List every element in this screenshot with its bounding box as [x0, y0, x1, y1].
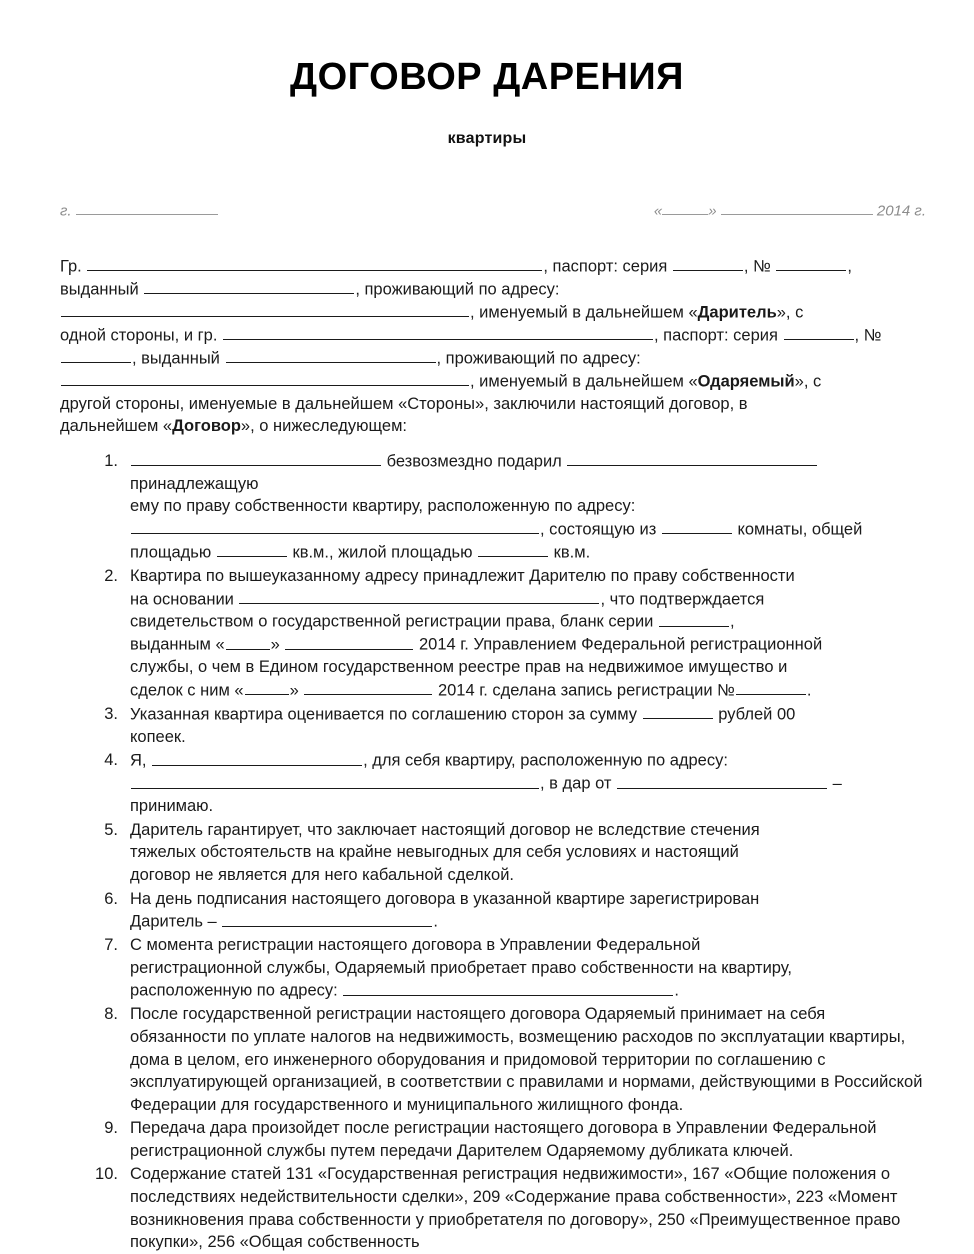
clause2-quote-close: » — [270, 635, 280, 654]
clause1-area-label: площадью — [130, 543, 212, 562]
quote-open-1: « — [653, 202, 663, 220]
clause1-rooms-blank[interactable] — [662, 518, 732, 534]
preamble-named-close-2: », с — [794, 372, 822, 391]
clause1-donee-blank[interactable] — [567, 450, 817, 466]
clause4-accept-label: принимаю. — [130, 797, 214, 816]
clause2-basis-label: на основании — [130, 589, 234, 608]
clause3-kopecks-label: копеек. — [130, 727, 186, 746]
clause7-line2: регистрационной службы, Одаряемый приобретает право собственности на квартиру, — [130, 958, 792, 977]
preamble-issued-label: выданный — [60, 280, 139, 299]
quote-close-1: » — [708, 202, 717, 220]
donor-issued-by-blank[interactable] — [144, 278, 354, 294]
clause3-valuation-label: Указанная квартира оценивается по соглашению сторон за сумму — [130, 705, 638, 724]
clause1-ownership-label: ему по праву собственности квартиру, расположенную по адресу: — [130, 497, 636, 516]
clause5-line1: Даритель гарантирует, что заключает настоящий договор не вследствие стечения — [130, 820, 760, 839]
clause10-text: Содержание статей 131 «Государственная регистрация недвижимости», 167 «Общие положения о последствиях недействительности сделки», 209 «Содержание права собственности», 223 «Момент возникновения права собственности у приобретателя по договору», 250 «Преимущественное право покупки», 256 «Общая собственность — [130, 1165, 901, 1252]
document-title: ДОГОВОР ДАРЕНИЯ — [290, 56, 684, 98]
clause4-apartment-label: , для себя квартиру, расположенную по адресу: — [363, 751, 728, 770]
clause2-deals-label: сделок с ним « — [130, 681, 244, 700]
preamble-issued-label-2: , выданный — [132, 349, 220, 368]
clause1-living-area-blank[interactable] — [478, 541, 548, 557]
clause-item-1 — [60, 450, 926, 564]
clause6-line1: На день подписания настоящего договора в указанной квартире зарегистрирован — [130, 889, 760, 908]
clause7-line1: С момента регистрации настоящего договора в Управлении Федеральной — [130, 936, 701, 955]
clause1-address-blank[interactable] — [131, 518, 539, 534]
clause-item-9 — [60, 1117, 926, 1162]
clause2-year-label: 2014 г. Управлением Федеральной регистрационной — [419, 635, 823, 654]
clause7-period: . — [674, 981, 679, 1000]
clause-item-10 — [60, 1163, 926, 1253]
preamble-comma-1: , — [847, 257, 852, 276]
clause-item-8 — [60, 1003, 926, 1116]
clause2-quote-close-2: » — [289, 681, 299, 700]
preamble-gr-label: Гр. — [60, 257, 82, 276]
day-blank[interactable] — [662, 200, 708, 215]
clause4-address-blank[interactable] — [131, 772, 539, 788]
preamble-passport-number-label: , № — [743, 257, 771, 276]
clause-item-4 — [60, 749, 926, 817]
donee-address-blank[interactable] — [61, 370, 469, 386]
clause2-month-blank[interactable] — [285, 633, 413, 649]
clause2-day2-blank[interactable] — [245, 679, 289, 695]
clause4-gift-from-label: , в дар от — [540, 774, 612, 793]
clause1-belonging-label: принадлежащую — [130, 474, 259, 493]
year-label: 2014 г. — [876, 202, 926, 220]
clause5-line3: договор не является для него кабальной сделкой. — [130, 866, 514, 885]
month-blank[interactable] — [721, 200, 873, 215]
clause-item-3 — [60, 703, 926, 749]
clause2-record-number-blank[interactable] — [736, 679, 806, 695]
clause9-text: Передача дара произойдет после регистрации настоящего договора в Управлении Федеральной регистрационной службы путем передачи Дарителем Одаряемому дубликата ключей. — [130, 1119, 877, 1160]
donor-name-blank[interactable] — [87, 255, 542, 271]
clause7-address-blank[interactable] — [343, 979, 673, 995]
clause8-text: После государственной регистрации настоящего договора Одаряемый принимает на себя обязанности по уплате налогов на недвижимость, возмещению расходов по эксплуатации квартиры, дома в целом, его инженерного оборудования и придомовой территории по соглашению с эксплуатирующей организацией, в соответствии с правилами и нормами, действующими в Российской Федерации для государственного и муниципального жилищного фонда. — [130, 1005, 923, 1114]
document-meta-row — [60, 148, 926, 219]
clause2-record-label: 2014 г. сделана запись регистрации № — [437, 681, 735, 700]
city-prefix-label: г. — [60, 202, 72, 220]
preamble-residing-label-2: , проживающий по адресу: — [436, 349, 641, 368]
preamble-named-label-1: , именуемый в дальнейшем « — [470, 303, 698, 322]
clause2-basis-blank[interactable] — [239, 588, 599, 604]
clause4-donor-blank[interactable] — [617, 772, 827, 788]
clauses-list — [60, 450, 926, 1254]
clause2-certificate-label: свидетельством о государственной регистрации права, бланк серии — [130, 612, 654, 631]
clause2-line1: Квартира по вышеуказанному адресу принадлежит Дарителю по праву собственности — [130, 566, 795, 585]
clause3-rubles-label: рублей 00 — [718, 705, 796, 724]
clause1-sqm-label: кв.м. — [553, 543, 591, 562]
donor-passport-series-blank[interactable] — [673, 255, 743, 271]
clause2-month2-blank[interactable] — [304, 679, 432, 695]
preamble-residing-label: , проживающий по адресу: — [355, 280, 560, 299]
clause1-donor-blank[interactable] — [131, 450, 381, 466]
preamble-contract-label: дальнейшем « — [60, 417, 173, 436]
clause2-issued-label: выданным « — [130, 635, 225, 654]
clause4-name-blank[interactable] — [152, 749, 362, 765]
donor-term-label: Даритель — [697, 303, 777, 322]
preamble-contract-close: », о нижеследующем: — [240, 417, 408, 436]
donee-passport-series-blank[interactable] — [784, 324, 854, 340]
donee-term-label: Одаряемый — [697, 372, 795, 391]
clause-item-5 — [60, 819, 926, 887]
donor-passport-number-blank[interactable] — [776, 255, 846, 271]
document-body — [60, 219, 926, 1254]
donee-name-blank[interactable] — [223, 324, 653, 340]
clause1-living-area-label: кв.м., жилой площадью — [292, 543, 473, 562]
preamble-other-party-label: одной стороны, и гр. — [60, 326, 218, 345]
preamble-passport-series-label: , паспорт: серия — [543, 257, 668, 276]
clause-item-6 — [60, 888, 926, 934]
clause2-registry-label: службы, о чем в Едином государственном реестре прав на недвижимое имущество и — [130, 658, 788, 677]
city-blank[interactable] — [76, 200, 218, 215]
clause3-amount-blank[interactable] — [643, 703, 713, 719]
donee-issued-by-blank[interactable] — [226, 347, 436, 363]
clause-item-2 — [60, 565, 926, 702]
preamble-passport-number-label-2: , № — [854, 326, 882, 345]
clause2-period: . — [806, 681, 812, 700]
preamble-named-label-2: , именуемый в дальнейшем « — [470, 372, 698, 391]
clause1-consisting-label: , состоящую из — [540, 520, 657, 539]
clause1-total-area-blank[interactable] — [217, 541, 287, 557]
clause1-gift-label: безвозмездно подарил — [386, 452, 562, 471]
donee-passport-number-blank[interactable] — [61, 347, 131, 363]
clause2-day-blank[interactable] — [226, 633, 270, 649]
date-field — [654, 200, 926, 219]
preamble-passport-series-label-2: , паспорт: серия — [654, 326, 778, 345]
clause4-dash: – — [832, 774, 842, 793]
clause6-donor-label: Даритель – — [130, 912, 217, 931]
clause-item-7 — [60, 934, 926, 1002]
clause4-i-label: Я, — [130, 751, 147, 770]
clause2-confirmed-label: , что подтверждается — [600, 589, 765, 608]
preamble-paragraph — [60, 255, 926, 438]
clause1-rooms-label: комнаты, общей — [737, 520, 863, 539]
preamble-parties-line: другой стороны, именуемые в дальнейшем «Стороны», заключили настоящий договор, в — [60, 394, 748, 413]
clause7-address-label: расположенную по адресу: — [130, 981, 338, 1000]
clause6-registered-blank[interactable] — [222, 910, 432, 926]
document-subtitle: квартиры — [447, 129, 527, 147]
contract-term-label: Договор — [172, 417, 241, 436]
clause2-comma: , — [730, 612, 735, 631]
clause2-series-blank[interactable] — [659, 610, 729, 626]
donor-address-blank[interactable] — [61, 301, 469, 317]
preamble-named-close-1: », с — [776, 303, 804, 322]
clause5-line2: тяжелых обстоятельств на крайне невыгодных для себя условиях и настоящий — [130, 843, 739, 862]
city-field — [60, 200, 218, 219]
clause6-period: . — [433, 912, 438, 931]
